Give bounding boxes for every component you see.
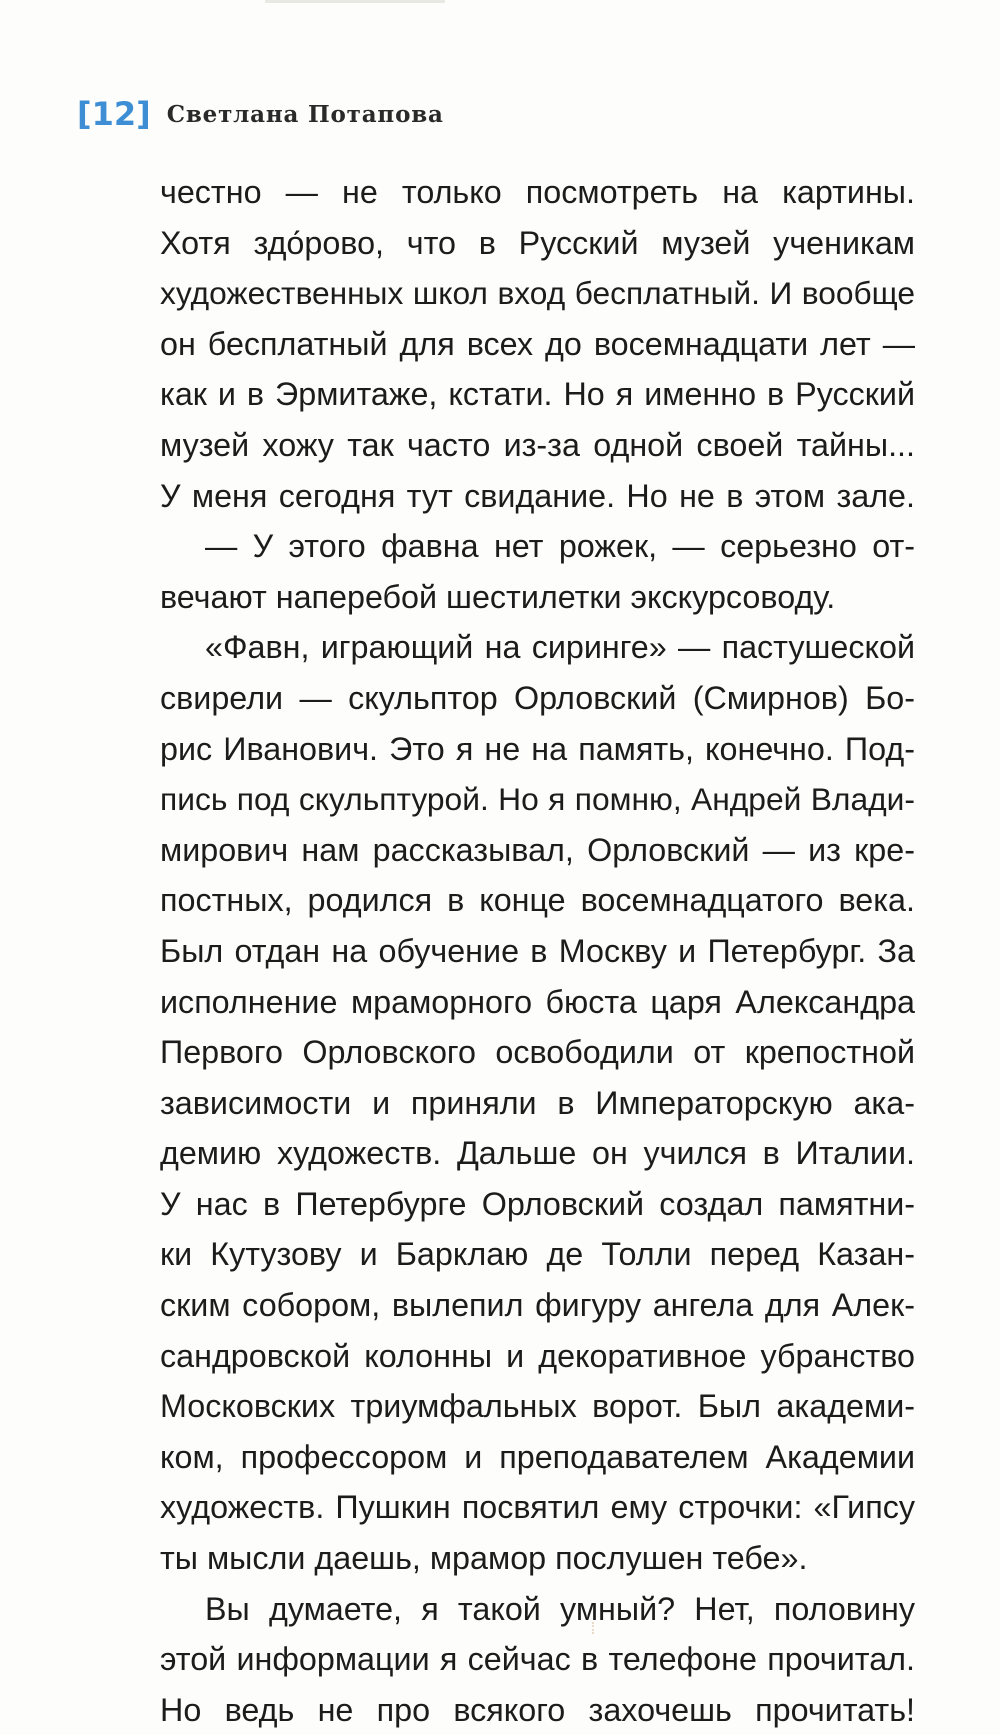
text-line: пись под скульптурой. Но я помню, Андрей Влади- <box>160 781 915 818</box>
page-number: [12] <box>77 95 151 133</box>
text-line: как и в Эрмитаже, кстати. Но я именно в Русский <box>160 376 915 413</box>
text-line: У меня сегодня тут свидание. Но не в этом зале. <box>160 477 915 514</box>
text-line: рис Иванович. Это я не на память, конечно. Под- <box>160 730 915 767</box>
text-line: зависимости и приняли в Императорскую ака- <box>160 1084 915 1121</box>
text-line: ским собором, вылепил фигуру ангела для Алек- <box>160 1287 915 1324</box>
text-line: Московских триумфальных ворот. Был академи- <box>160 1388 915 1425</box>
text-line: он бесплатный для всех до восемнадцати лет — <box>160 325 915 362</box>
text-line: вечают наперебой шестилетки экскурсоводу. <box>160 578 836 615</box>
text-line: Хотя здо́рово, что в Русский музей ученикам <box>160 224 915 261</box>
text-line: ты мысли даешь, мрамор послушен тебе». <box>160 1540 808 1577</box>
text-line: свирели — скульптор Орловский (Смирнов) Бо- <box>160 679 915 716</box>
text-line: честно — не только посмотреть на картины. <box>160 174 915 210</box>
text-line: Первого Орловского освободили от крепостной <box>160 1034 915 1071</box>
page-top-edge <box>265 0 445 3</box>
text-line: мирович нам рассказывал, Орловский — из кре- <box>160 831 915 868</box>
author-name: Светлана Потапова <box>166 100 444 128</box>
running-header <box>77 92 444 136</box>
text-line: постных, родился в конце восемнадцатого века. <box>160 882 915 919</box>
text-line: «Фавн, играющий на сиринге» — пастушеской <box>205 629 915 666</box>
paper-speck <box>592 1622 598 1634</box>
text-line: У нас в Петербурге Орловский создал памятни- <box>160 1185 915 1222</box>
text-line: Но ведь не про всякого захочешь прочитать! <box>160 1691 915 1728</box>
body-text <box>160 167 915 1735</box>
text-line: ком, профессором и преподавателем Академии <box>160 1438 915 1475</box>
text-line: исполнение мраморного бюста царя Александра <box>160 983 915 1020</box>
text-line: этой информации я сейчас в телефоне прочитал. <box>160 1641 915 1678</box>
text-line: сандровской колонны и декоративное убранство <box>160 1337 915 1374</box>
text-line: — У этого фавна нет рожек, — серьезно от- <box>205 528 915 565</box>
text-line: Вы думаете, я такой умный? Нет, половину <box>205 1590 915 1627</box>
text-line: художественных школ вход бесплатный. И вообще <box>160 275 915 312</box>
text-line: демию художеств. Дальше он учился в Италии. <box>160 1135 915 1172</box>
text-line: музей хожу так часто из-за одной своей тайны... <box>160 426 915 463</box>
text-line: Был отдан на обучение в Москву и Петербург. За <box>160 932 915 969</box>
text-line: художеств. Пушкин посвятил ему строчки: «Гипсу <box>160 1489 915 1526</box>
text-line: ки Кутузову и Барклаю де Толли перед Казан- <box>160 1236 915 1273</box>
